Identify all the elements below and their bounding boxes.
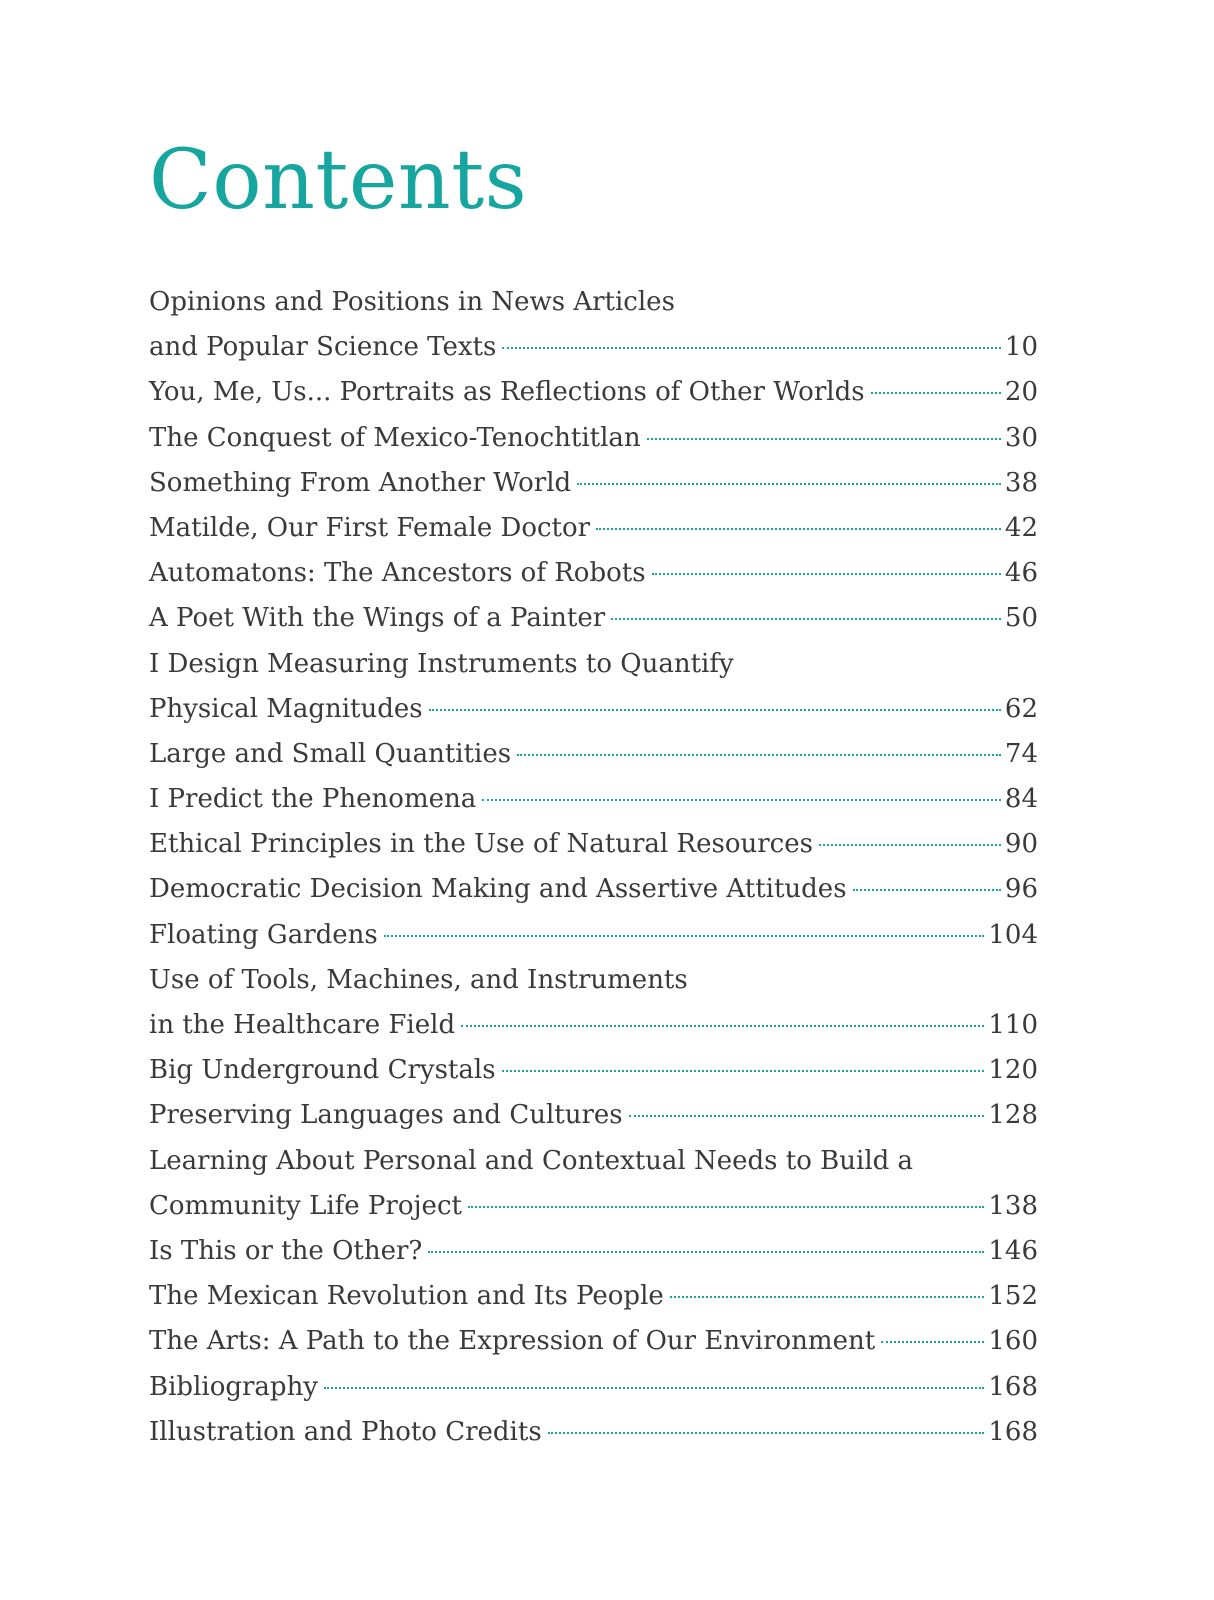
- dot-leader: [517, 754, 1001, 756]
- toc-entry-title: Floating Gardens: [149, 919, 378, 950]
- toc-entry-title: The Conquest of Mexico-Tenochtitlan: [149, 422, 641, 453]
- toc-entry-title: in the Healthcare Field: [149, 1010, 456, 1040]
- dot-leader: [429, 709, 1001, 711]
- toc-entry-line: [149, 416, 1038, 461]
- toc-entry-line: [149, 1365, 1038, 1410]
- toc-page-number: 84: [1004, 784, 1038, 815]
- toc-entry[interactable]: [149, 416, 1038, 461]
- dot-leader: [670, 1296, 985, 1298]
- toc-entry-title: I Design Measuring Instruments to Quantify: [149, 648, 734, 679]
- toc-entry-line: [149, 1093, 1038, 1138]
- toc-entry-title: Democratic Decision Making and Assertive Attitudes: [149, 874, 847, 905]
- dot-leader: [384, 935, 985, 937]
- dot-leader: [629, 1115, 985, 1117]
- toc-entry[interactable]: [149, 551, 1038, 596]
- toc-entry[interactable]: [149, 1274, 1038, 1319]
- toc-entry-title: Use of Tools, Machines, and Instruments: [149, 964, 688, 995]
- toc-page-number: 42: [1004, 512, 1038, 543]
- dot-leader: [881, 1341, 984, 1343]
- toc-entry-line-continued: [149, 1139, 1038, 1184]
- toc-page-number: 160: [988, 1326, 1038, 1357]
- toc-entry-title: I Predict the Phenomena: [149, 784, 477, 815]
- toc-page-number: 110: [988, 1010, 1038, 1040]
- dot-leader: [548, 1432, 985, 1434]
- toc-entry[interactable]: [149, 506, 1038, 551]
- dot-leader: [428, 1251, 984, 1253]
- dot-leader: [577, 483, 1001, 485]
- toc-page-number: 146: [988, 1235, 1038, 1266]
- toc-entry-line: [149, 1003, 1038, 1048]
- toc-page-number: 138: [988, 1190, 1038, 1221]
- toc-entry-title: Community Life Project: [149, 1190, 462, 1221]
- toc-entry-line-continued: [149, 958, 1038, 1003]
- toc-entry-line: [149, 1319, 1038, 1364]
- toc-entry[interactable]: [149, 596, 1038, 641]
- toc-entry-title: Is This or the Other?: [149, 1235, 423, 1266]
- dot-leader: [502, 347, 1001, 349]
- toc-entry[interactable]: [149, 1093, 1038, 1138]
- toc-page-number: 62: [1004, 693, 1038, 724]
- toc-entry[interactable]: [149, 1319, 1038, 1364]
- dot-leader: [853, 889, 1001, 891]
- toc-entry[interactable]: [149, 370, 1038, 415]
- toc-entry-title: Learning About Personal and Contextual Needs to Build a: [149, 1145, 914, 1176]
- toc-page-number: 96: [1004, 874, 1038, 905]
- toc-entry-line: [149, 1274, 1038, 1319]
- toc-entry-line: [149, 1229, 1038, 1274]
- toc-entry-line: [149, 822, 1038, 867]
- toc-entry-title: The Mexican Revolution and Its People: [149, 1281, 664, 1312]
- toc-entry-line: [149, 596, 1038, 641]
- toc-page-number: 20: [1004, 377, 1038, 408]
- toc-entry-line: [149, 551, 1038, 596]
- toc-entry-line: [149, 867, 1038, 912]
- toc-entry[interactable]: [149, 1410, 1038, 1455]
- dot-leader: [461, 1025, 984, 1027]
- toc-entry-line: [149, 506, 1038, 551]
- toc-entry[interactable]: [149, 867, 1038, 912]
- page-title: Contents: [149, 133, 528, 228]
- toc-page-number: 38: [1004, 467, 1038, 498]
- toc-entry-line: [149, 913, 1038, 958]
- toc-entry[interactable]: [149, 777, 1038, 822]
- dot-leader: [502, 1070, 985, 1072]
- toc-entry-title: Matilde, Our First Female Doctor: [149, 512, 591, 543]
- toc-entry-title: Ethical Principles in the Use of Natural Resources: [149, 829, 813, 860]
- toc-entry-line: [149, 370, 1038, 415]
- toc-entry[interactable]: [149, 1048, 1038, 1093]
- toc-page-number: 104: [988, 919, 1038, 950]
- toc-entry-title: Bibliography: [149, 1371, 318, 1402]
- toc-entry[interactable]: [149, 732, 1038, 777]
- toc-entry-title: A Poet With the Wings of a Painter: [149, 603, 606, 634]
- dot-leader: [871, 392, 1001, 394]
- toc-entry[interactable]: [149, 1139, 1038, 1229]
- dot-leader: [819, 844, 1001, 846]
- toc-entry-line: [149, 1184, 1038, 1229]
- toc-page-number: 168: [988, 1416, 1038, 1447]
- toc-entry[interactable]: [149, 1229, 1038, 1274]
- toc-entry-line: [149, 461, 1038, 506]
- toc-entry-title: and Popular Science Texts: [149, 332, 497, 363]
- toc-page-number: 90: [1004, 829, 1038, 860]
- toc-entry-title: Automatons: The Ancestors of Robots: [149, 558, 646, 589]
- dot-leader: [652, 573, 1001, 575]
- toc-entry-line: [149, 732, 1038, 777]
- table-of-contents: [149, 280, 1038, 1455]
- dot-leader: [647, 438, 1001, 440]
- toc-page-number: 10: [1004, 332, 1038, 363]
- toc-entry[interactable]: [149, 822, 1038, 867]
- toc-entry-title: Big Underground Crystals: [149, 1055, 496, 1086]
- toc-page-number: 46: [1004, 558, 1038, 589]
- toc-page-number: 50: [1004, 603, 1038, 634]
- toc-page-number: 128: [988, 1100, 1038, 1131]
- toc-entry[interactable]: [149, 642, 1038, 732]
- toc-entry-title: Physical Magnitudes: [149, 693, 423, 724]
- toc-entry-line: [149, 1410, 1038, 1455]
- toc-entry-line-continued: [149, 280, 1038, 325]
- toc-entry-title: Illustration and Photo Credits: [149, 1416, 542, 1447]
- toc-page-number: 74: [1004, 738, 1038, 769]
- toc-entry-title: Opinions and Positions in News Articles: [149, 287, 675, 317]
- toc-page-number: 30: [1004, 422, 1038, 453]
- toc-entry-title: The Arts: A Path to the Expression of Our Environment: [149, 1326, 876, 1357]
- toc-entry[interactable]: [149, 461, 1038, 506]
- toc-entry-title: You, Me, Us... Portraits as Reflections of Other Worlds: [149, 377, 865, 408]
- toc-page-number: 120: [988, 1055, 1038, 1086]
- toc-entry[interactable]: [149, 1365, 1038, 1410]
- dot-leader: [324, 1387, 984, 1389]
- toc-entry[interactable]: [149, 913, 1038, 958]
- dot-leader: [482, 799, 1001, 801]
- toc-entry-title: Large and Small Quantities: [149, 738, 512, 769]
- toc-entry[interactable]: [149, 280, 1038, 370]
- dot-leader: [596, 528, 1001, 530]
- toc-entry-title: Preserving Languages and Cultures: [149, 1100, 623, 1131]
- toc-page-number: 168: [988, 1371, 1038, 1402]
- toc-entry-line: [149, 1048, 1038, 1093]
- toc-entry-line-continued: [149, 642, 1038, 687]
- toc-entry-title: Something From Another World: [149, 467, 572, 498]
- dot-leader: [611, 618, 1001, 620]
- toc-entry-line: [149, 325, 1038, 370]
- toc-entry[interactable]: [149, 958, 1038, 1048]
- toc-page-number: 152: [988, 1281, 1038, 1312]
- dot-leader: [468, 1206, 984, 1208]
- toc-entry-line: [149, 777, 1038, 822]
- toc-entry-line: [149, 687, 1038, 732]
